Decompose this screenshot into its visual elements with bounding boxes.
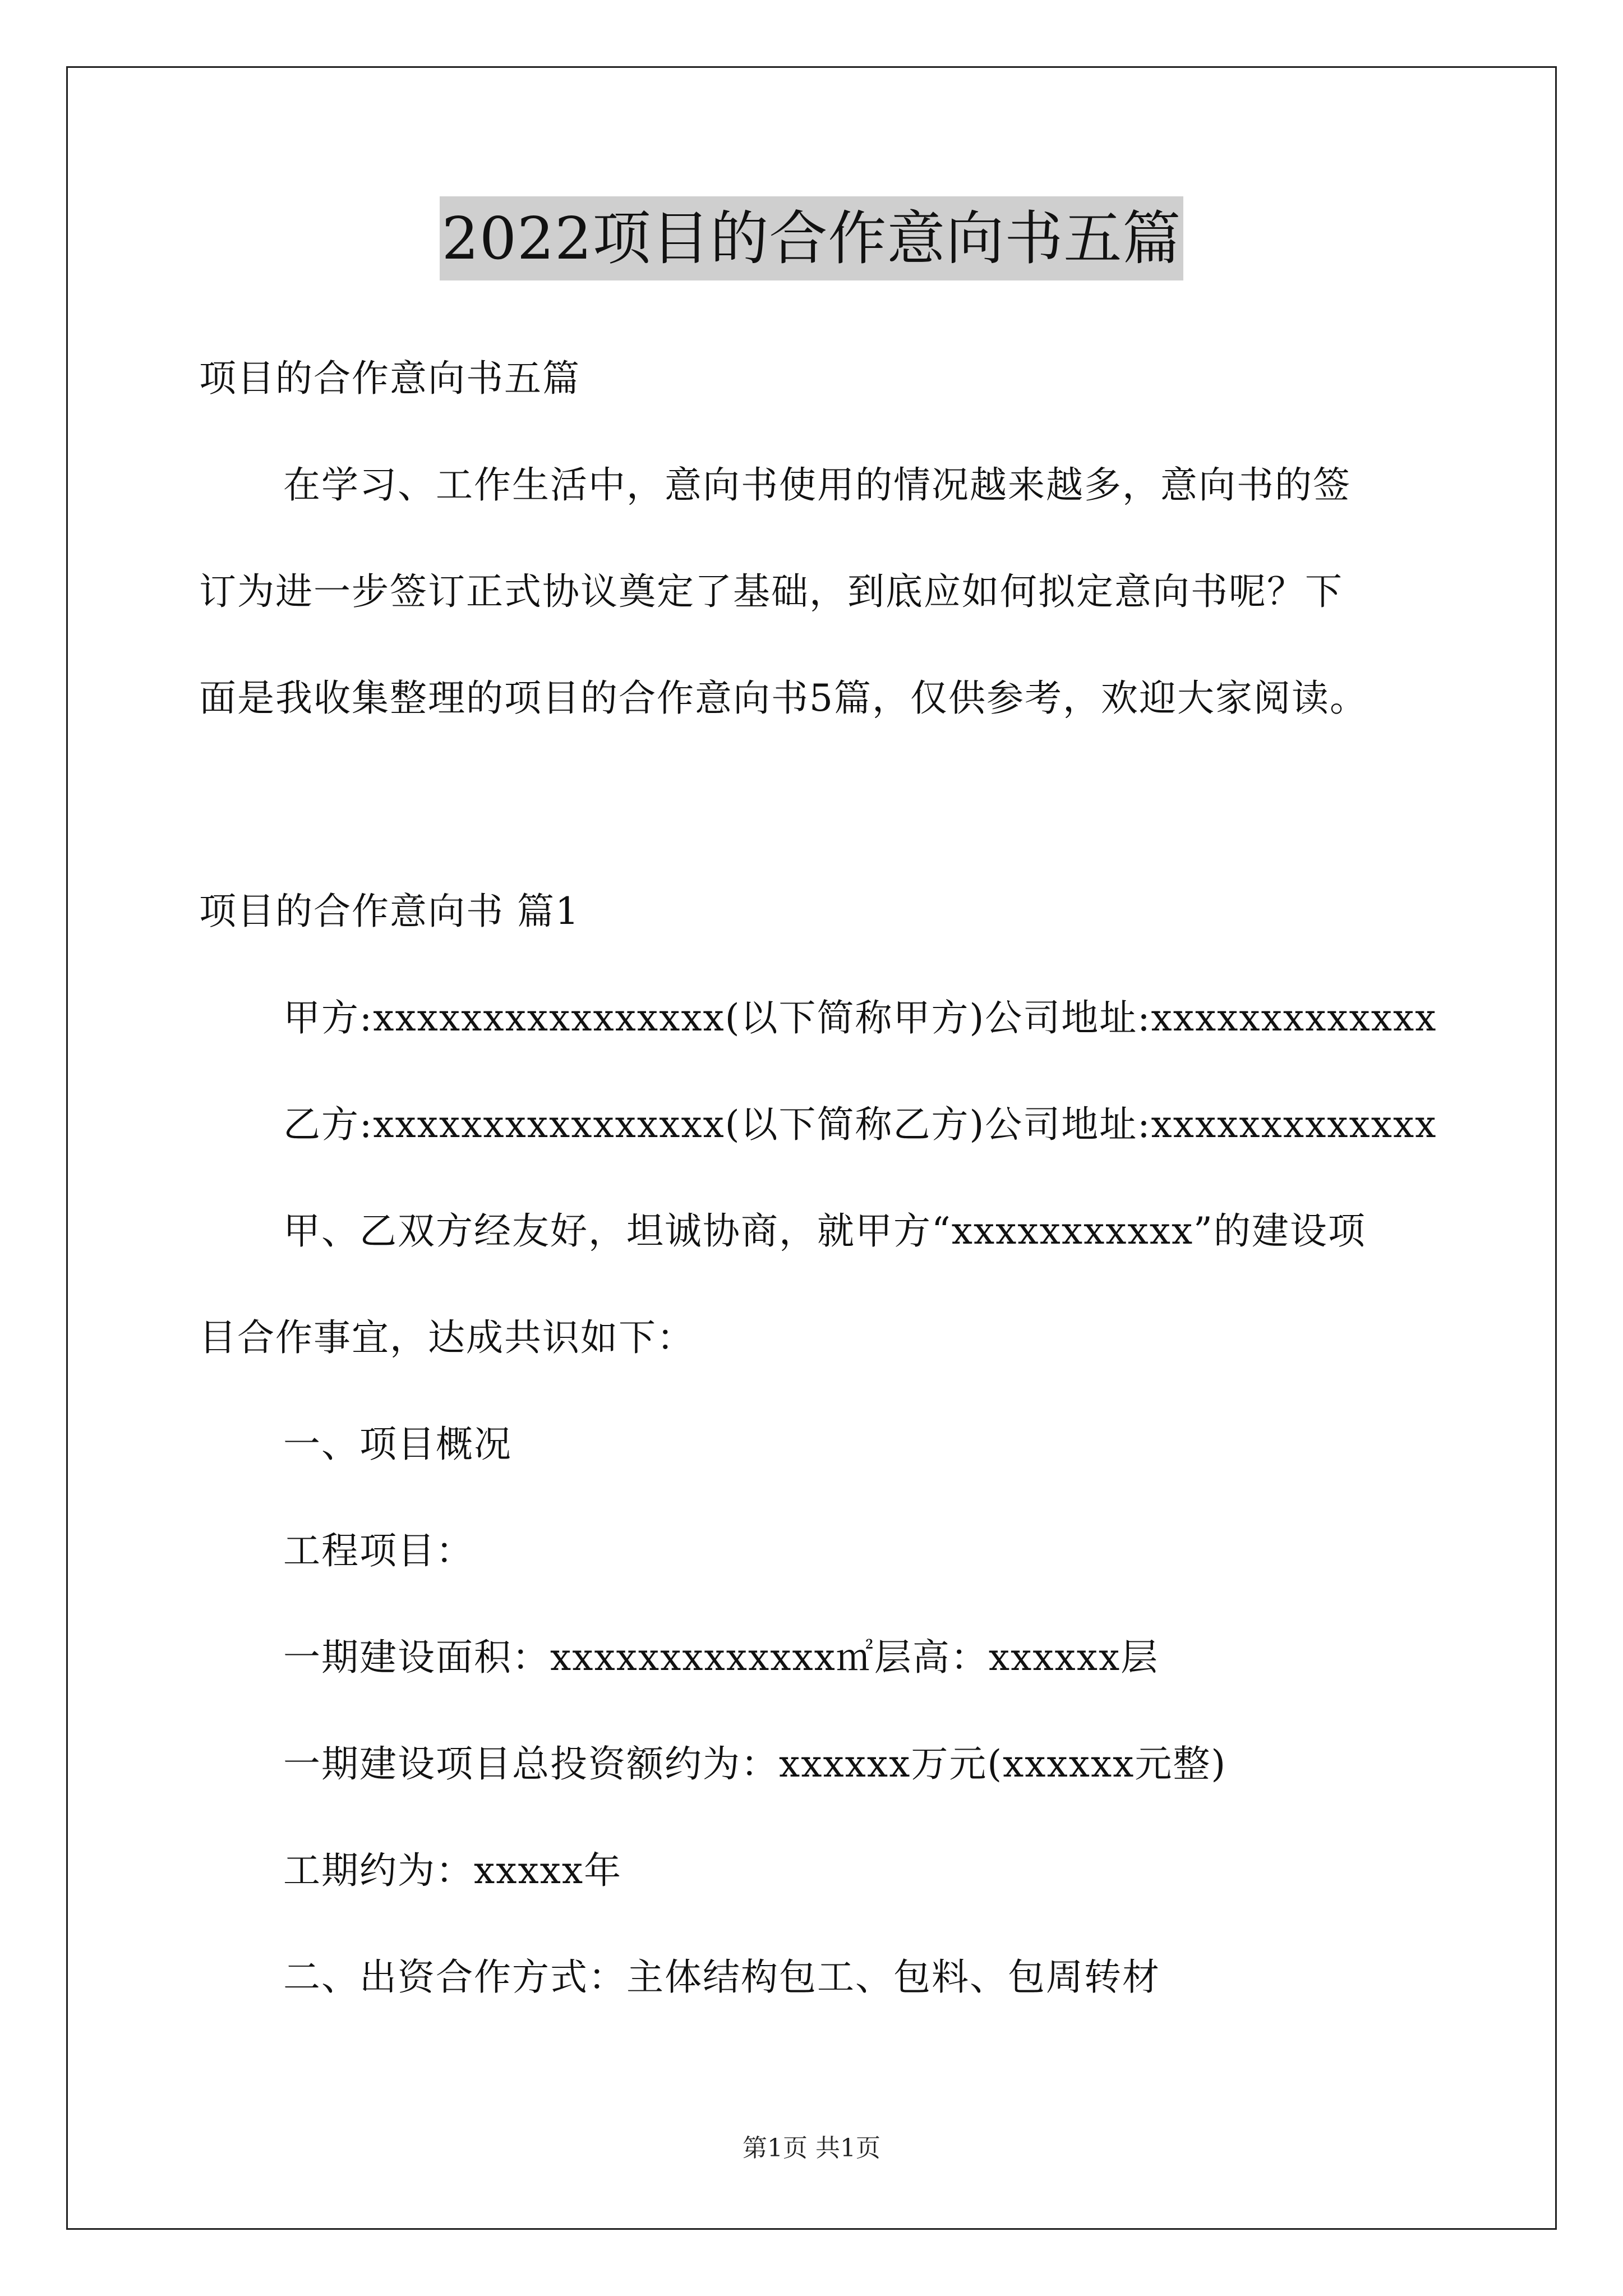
subtitle-line: 项目的合作意向书五篇 (199, 357, 580, 400)
intro-line-1: 在学习、工作生活中，意向书使用的情况越来越多，意向书的签 (283, 463, 1351, 507)
investment-line: 一期建设项目总投资额约为：xxxxxx万元(xxxxxx元整) (283, 1742, 1227, 1786)
document-title: 2022项目的合作意向书五篇 (440, 196, 1184, 280)
intro-line-3: 面是我收集整理的项目的合作意向书5篇，仅供参考，欢迎大家阅读。 (199, 677, 1368, 720)
party-b-line: 乙方:xxxxxxxxxxxxxxxx(以下简称乙方)公司地址:xxxxxxxxxxxxx (283, 1103, 1437, 1146)
project-line: 工程项目： (283, 1529, 474, 1572)
title-container (0, 196, 1623, 280)
section-heading-1: 项目的合作意向书 篇1 (199, 890, 580, 933)
clause-heading-1: 一、项目概况 (283, 1423, 512, 1466)
party-a-line: 甲方:xxxxxxxxxxxxxxxx(以下简称甲方)公司地址:xxxxxxxxxxxxx (283, 996, 1437, 1039)
page-footer: 第1页 共1页 (743, 2134, 880, 2162)
duration-line: 工期约为：xxxxx年 (283, 1849, 623, 1892)
clause-heading-2: 二、出资合作方式：主体结构包工、包料、包周转材 (283, 1955, 1160, 1999)
intro-line-2: 订为进一步签订正式协议奠定了基础，到底应如何拟定意向书呢？下 (199, 570, 1343, 613)
agreement-line-1: 甲、乙双方经友好，坦诚协商，就甲方“xxxxxxxxxxx”的建设项 (283, 1209, 1366, 1253)
agreement-line-2: 目合作事宜，达成共识如下： (199, 1316, 695, 1359)
area-line: 一期建设面积：xxxxxxxxxxxxx㎡层高：xxxxxx层 (283, 1636, 1159, 1679)
